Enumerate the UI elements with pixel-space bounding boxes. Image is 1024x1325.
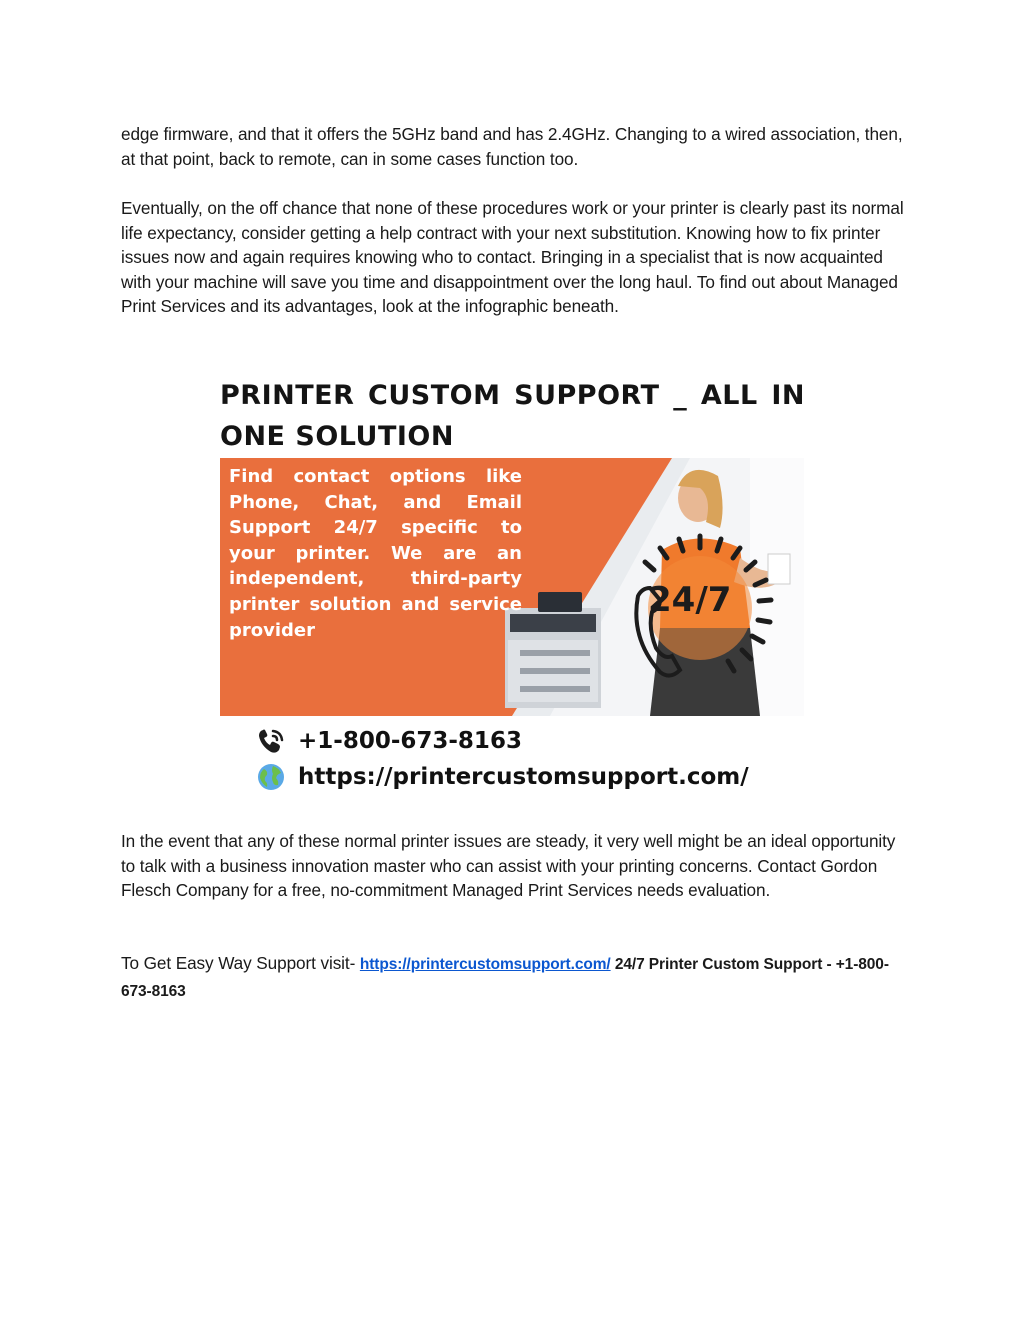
infographic-title: PRINTER CUSTOM SUPPORT _ ALL IN ONE SOLUTION [220, 380, 805, 452]
contact-phone-row [256, 724, 522, 758]
phone-number: +1-800-673-8163 [298, 728, 522, 754]
infographic [220, 365, 810, 805]
footer-suffix: 24/7 Printer Custom Support - +1-800-673-8163 [121, 956, 889, 1000]
support-link[interactable]: https://printercustomsupport.com/ [359, 956, 611, 973]
footer-support-line [121, 951, 911, 1004]
paragraph-firmware: edge firmware, and that it offers the 5GHz band and has 2.4GHz. Changing to a wired association, then, at that point, back to remote, can in some cases function too. [121, 124, 903, 169]
phone-icon [256, 726, 286, 756]
website-url: https://printercustomsupport.com/ [298, 764, 749, 790]
paragraph-contact: In the event that any of these normal printer issues are steady, it very well might be an ideal opportunity to talk with a business innovation master who can assist with your printing concerns. Contact Gordon Flesch Company for a free, no-commitment Managed Print Services needs evaluation. [121, 831, 896, 900]
contact-website-row [256, 760, 749, 794]
banner-text: Find contact options like Phone, Chat, and Email Support 24/7 specific to your printer. We are an independent, third-party printer solution and service provider [229, 466, 522, 641]
paragraph-help-contract: Eventually, on the off chance that none of these procedures work or your printer is clearly past its normal life expectancy, consider getting a help contract with your next substitution. Knowing how to fix printer issues now and again requires knowing who to contact. Bringing in a specialist that is now acquainted with your machine will save you time and disappointment over the long haul. To find out about Managed Print Services and its advantages, look at the infographic beneath. [121, 198, 904, 316]
infographic-banner [220, 458, 804, 716]
badge-24-7: 24/7 [648, 580, 732, 620]
globe-icon [256, 762, 286, 792]
footer-prefix: To Get Easy Way Support visit- [121, 953, 360, 973]
